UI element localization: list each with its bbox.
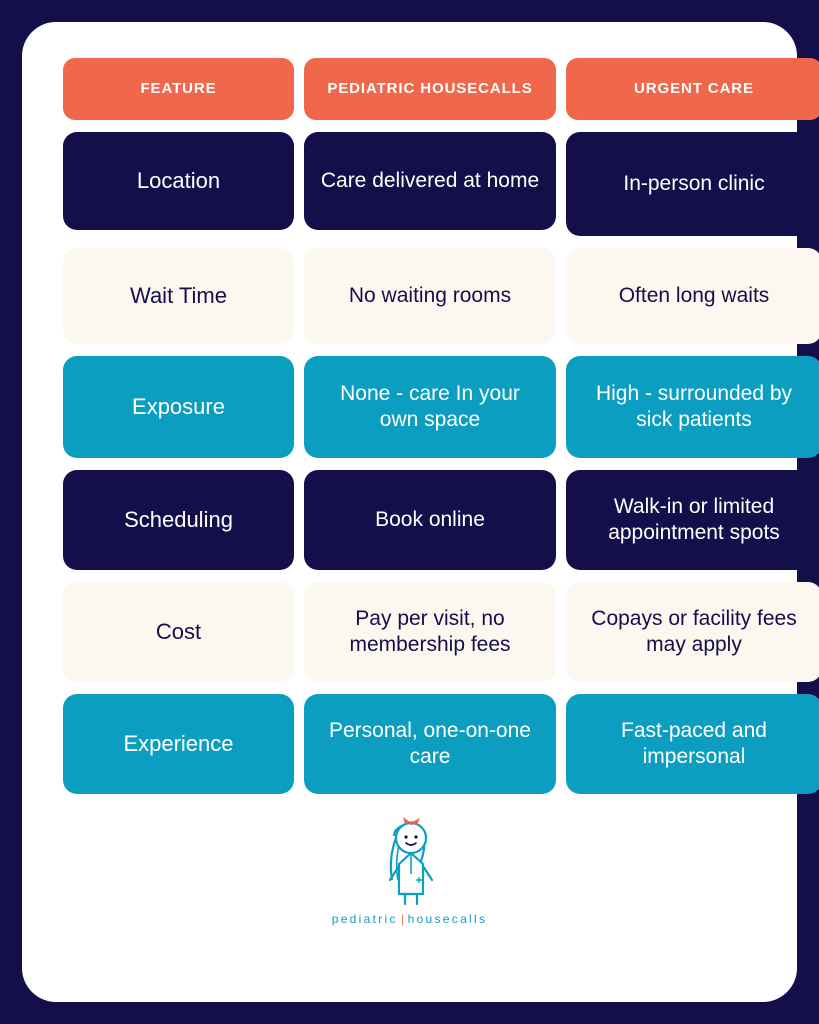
row-housecalls-value: None - care In your own space xyxy=(304,356,556,458)
column-header-urgent-care: URGENT CARE xyxy=(566,58,819,120)
brand-logo xyxy=(42,812,777,992)
table-row xyxy=(42,356,793,458)
table-row xyxy=(42,582,797,682)
row-urgentcare-value: In-person clinic xyxy=(566,132,819,236)
row-urgentcare-value: Walk-in or limited appointment spots xyxy=(566,470,819,570)
logo-wordmark xyxy=(332,912,488,926)
row-urgentcare-value: Fast-paced and impersonal xyxy=(566,694,819,794)
row-housecalls-value: No waiting rooms xyxy=(304,248,556,344)
row-housecalls-value: Personal, one-on-one care xyxy=(304,694,556,794)
comparison-table xyxy=(42,58,797,794)
row-feature-label: Wait Time xyxy=(63,248,294,344)
nurse-doodle-icon xyxy=(350,812,470,908)
comparison-card xyxy=(22,22,797,1002)
logo-text-right: housecalls xyxy=(407,912,488,926)
logo-text-left: pediatric xyxy=(331,912,398,926)
table-row xyxy=(42,694,777,794)
row-housecalls-value: Care delivered at home xyxy=(304,132,556,230)
row-feature-label: Location xyxy=(63,132,294,230)
row-feature-label: Experience xyxy=(63,694,294,794)
row-housecalls-value: Book online xyxy=(304,470,556,570)
row-urgentcare-value: Often long waits xyxy=(566,248,819,344)
table-header-row xyxy=(42,58,777,120)
row-housecalls-value: Pay per visit, no membership fees xyxy=(304,582,556,682)
row-feature-label: Scheduling xyxy=(63,470,294,570)
column-header-feature: FEATURE xyxy=(63,58,294,120)
row-feature-label: Cost xyxy=(63,582,294,682)
logo-separator-icon: | xyxy=(397,912,408,926)
row-feature-label: Exposure xyxy=(63,356,294,458)
table-row xyxy=(42,132,777,236)
table-row xyxy=(42,248,777,344)
row-urgentcare-value: High - surrounded by sick patients xyxy=(566,356,819,458)
column-header-pediatric-housecalls: PEDIATRIC HOUSECALLS xyxy=(304,58,556,120)
table-row xyxy=(42,470,780,570)
row-urgentcare-value: Copays or facility fees may apply xyxy=(566,582,819,682)
